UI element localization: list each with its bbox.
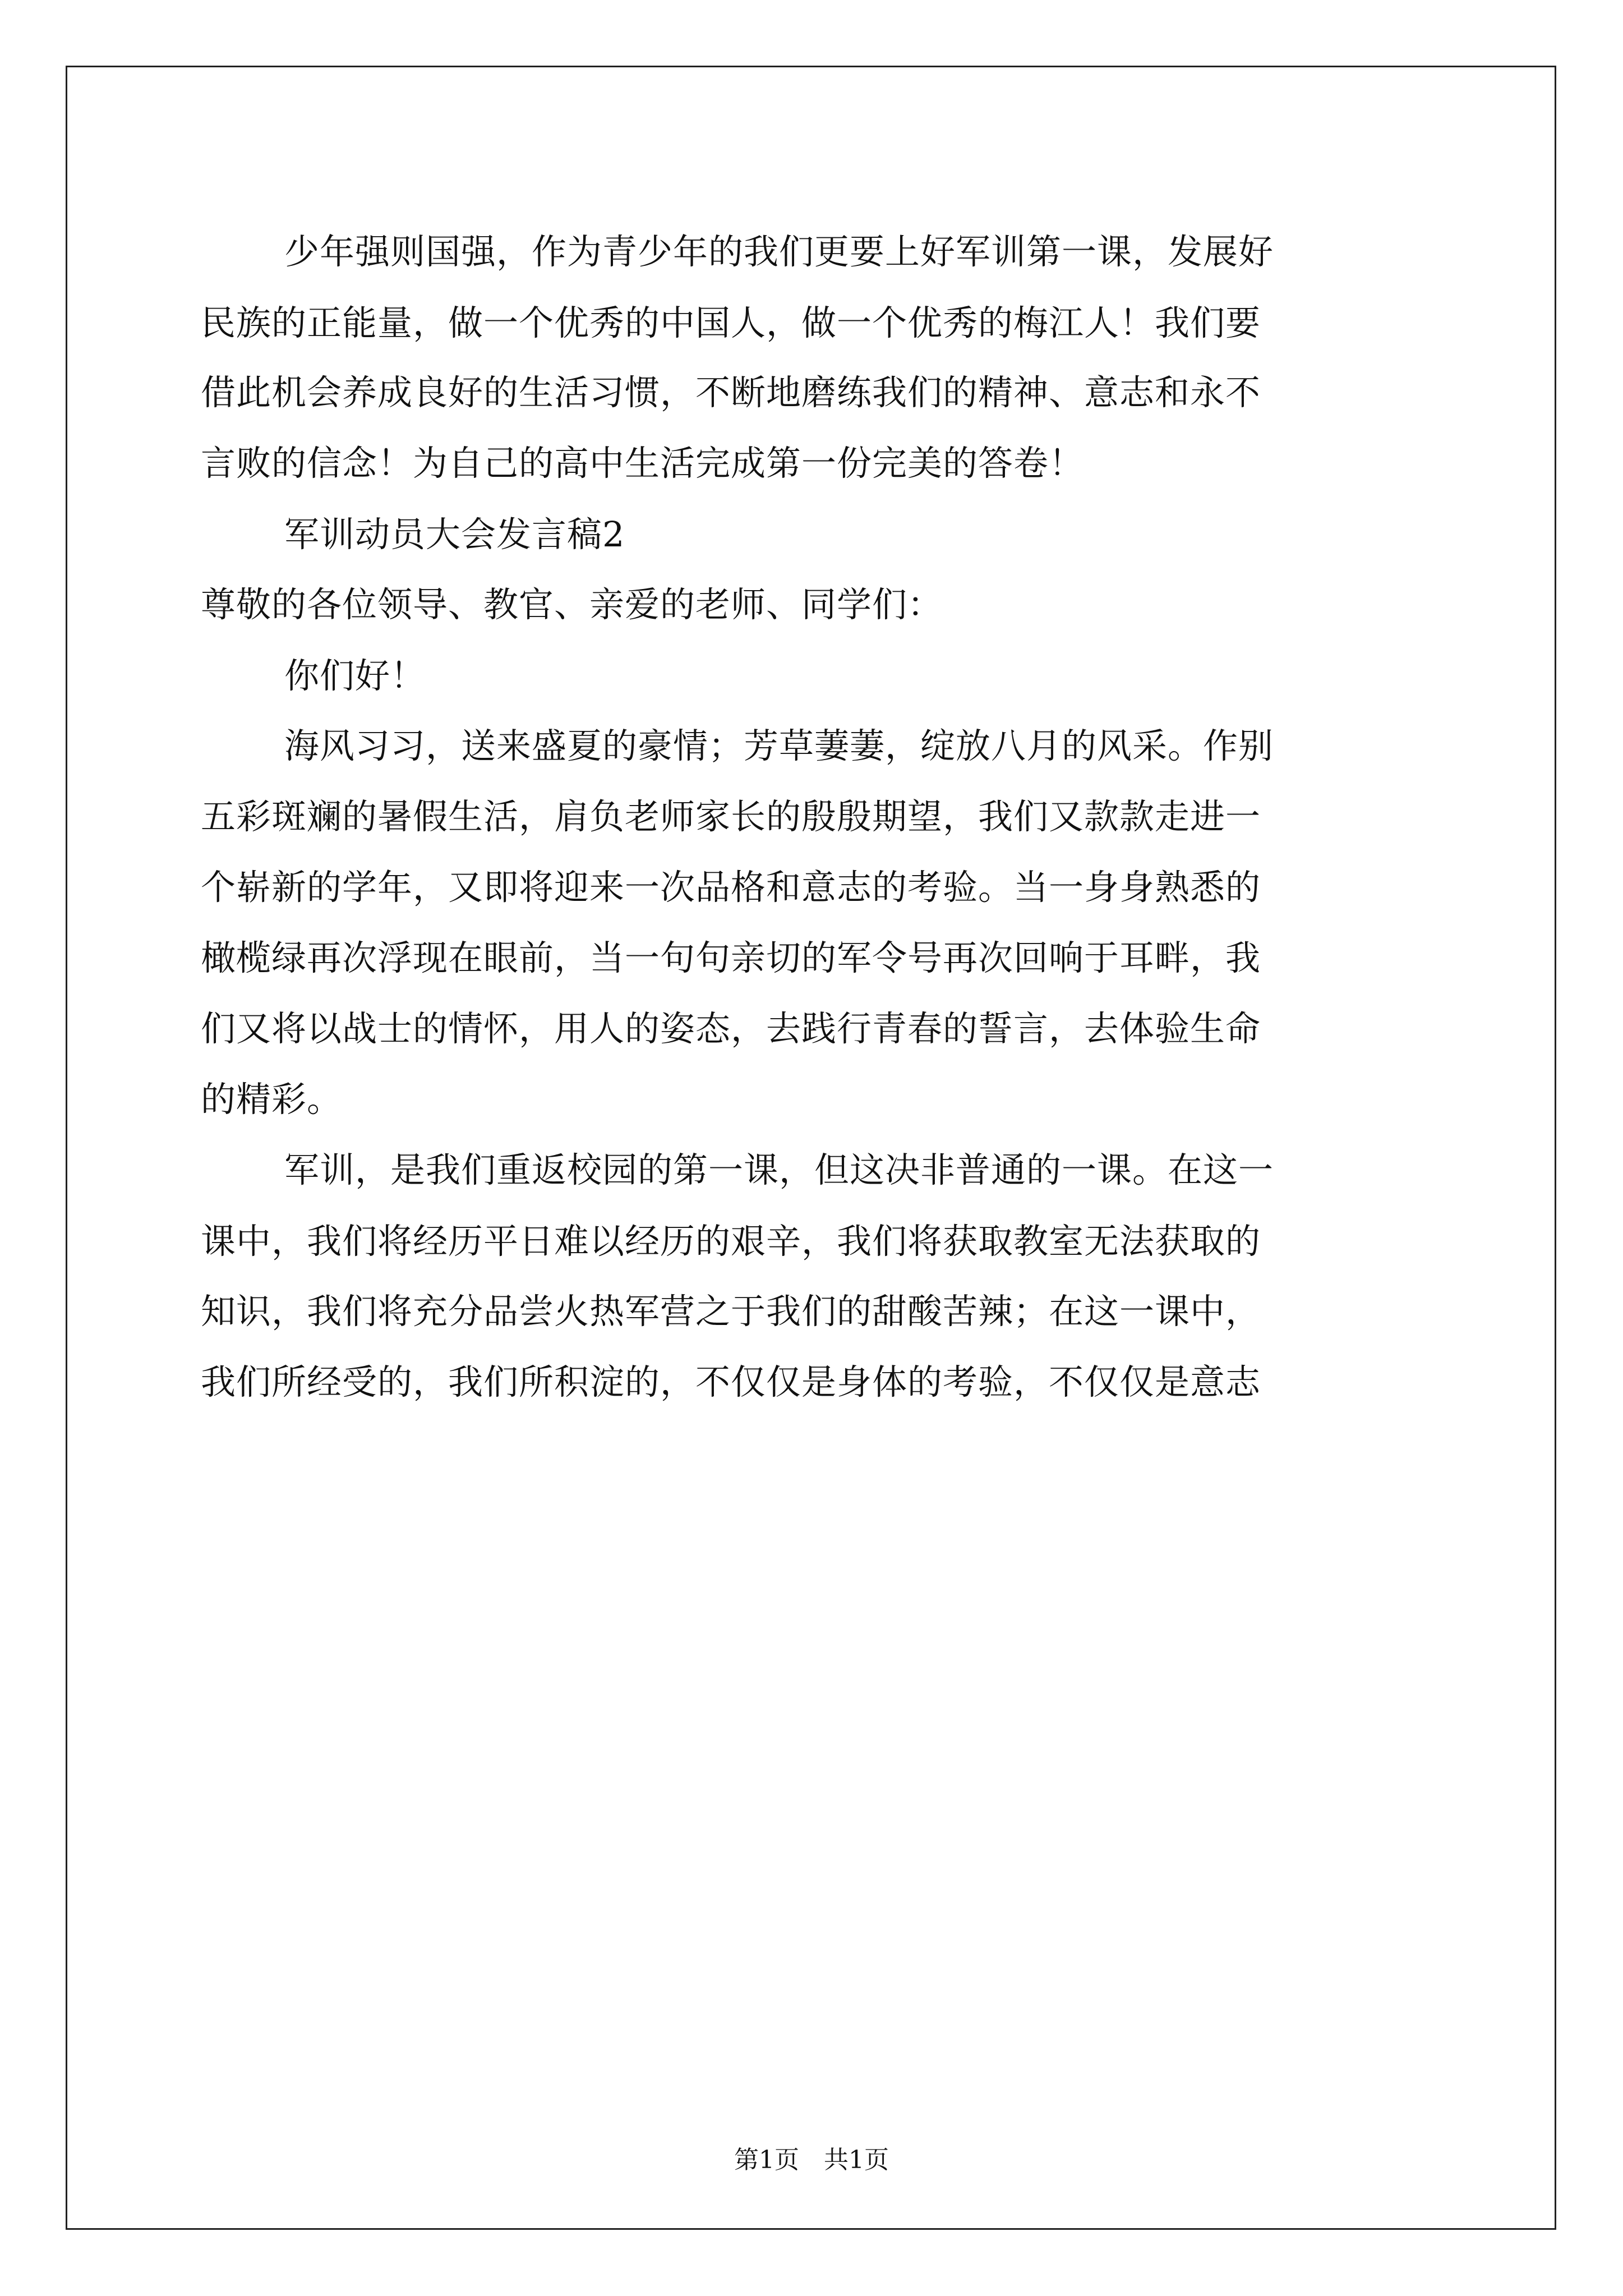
section-heading: 军训动员大会发言稿2 [284,514,625,555]
text-line: 我们所经受的，我们所积淀的，不仅仅是身体的考验，不仅仅是意志 [201,1361,1261,1402]
text-line: 的精彩。 [201,1079,343,1120]
text-line: 海风习习，送来盛夏的豪情；芳草萋萋，绽放八月的风采。作别 [284,725,1274,766]
salutation: 尊敬的各位领导、教官、亲爱的老师、同学们： [201,584,943,625]
text-line: 少年强则国强，作为青少年的我们更要上好军训第一课，发展好 [284,231,1274,272]
greeting: 你们好！ [284,655,426,696]
page-footer: 第1页 共1页 [734,2146,889,2174]
text-line: 民族的正能量，做一个优秀的中国人，做一个优秀的梅江人！我们要 [201,302,1261,343]
text-line: 言败的信念！为自己的高中生活完成第一份完美的答卷！ [201,443,1085,484]
text-line: 五彩斑斓的暑假生活，肩负老师家长的殷殷期望，我们又款款走进一 [201,796,1261,837]
text-line: 课中，我们将经历平日难以经历的艰辛，我们将获取教室无法获取的 [201,1221,1261,1262]
text-line: 们又将以战士的情怀，用人的姿态，去践行青春的誓言，去体验生命 [201,1008,1261,1049]
text-line: 知识，我们将充分品尝火热军营之于我们的甜酸苦辣；在这一课中， [201,1291,1261,1332]
text-line: 借此机会养成良好的生活习惯，不断地磨练我们的精神、意志和永不 [201,372,1261,413]
text-line: 橄榄绿再次浮现在眼前，当一句句亲切的军令号再次回响于耳畔，我 [201,937,1261,978]
text-line: 个崭新的学年，又即将迎来一次品格和意志的考验。当一身身熟悉的 [201,867,1261,908]
text-line: 军训，是我们重返校园的第一课，但这决非普通的一课。在这一 [284,1149,1274,1190]
